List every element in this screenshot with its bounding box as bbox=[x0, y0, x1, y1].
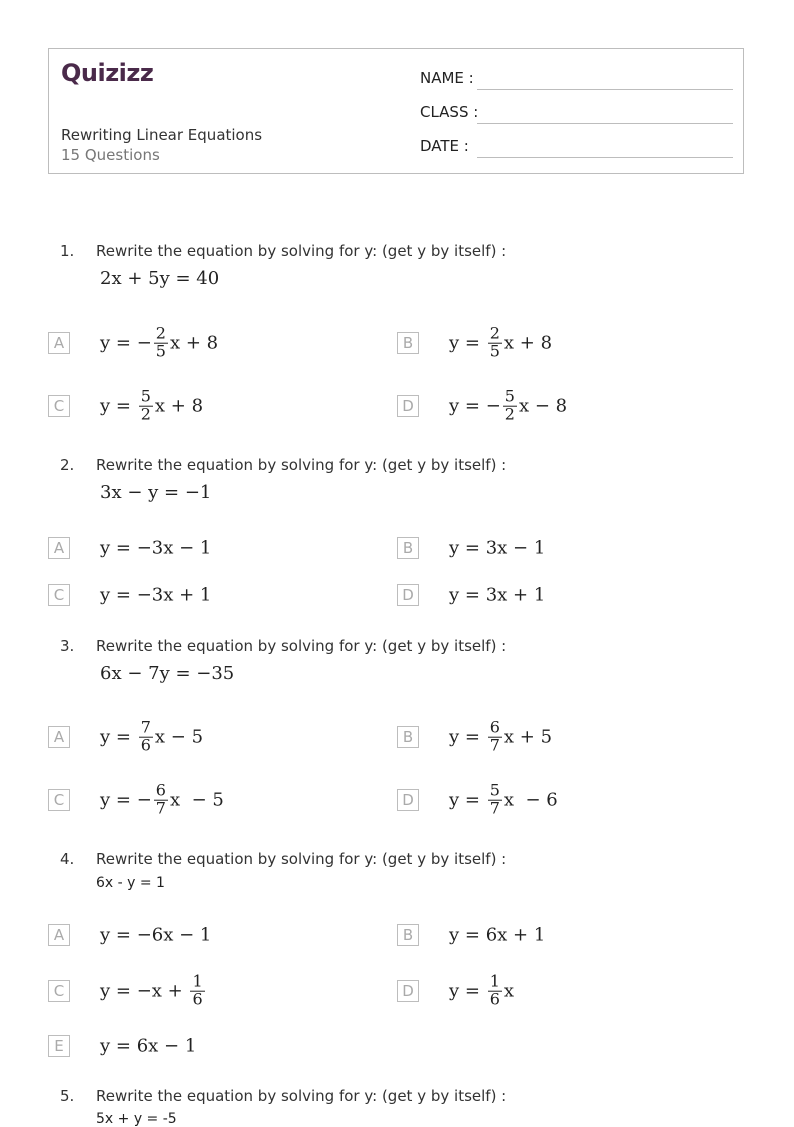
option-letter: D bbox=[397, 789, 419, 811]
option-letter: D bbox=[397, 584, 419, 606]
class-field[interactable] bbox=[477, 123, 733, 124]
option-math: y = − $\frac{2}{5}$ x + 8 bbox=[100, 323, 219, 361]
question-prompt: Rewrite the equation by solving for y: (get y by itself) : bbox=[96, 242, 507, 260]
option-math: y = 3x + 1 bbox=[449, 584, 546, 606]
question-equation: 2x + 5y = 40 bbox=[100, 268, 220, 289]
question-equation: 5x + y = -5 bbox=[96, 1111, 177, 1127]
option-math: y = −3x − 1 bbox=[100, 537, 212, 559]
option-math: y = 6x − 1 bbox=[100, 1035, 197, 1057]
option-math: y = $\frac{2}{5}$ x + 8 bbox=[449, 323, 553, 361]
question-number: 5. bbox=[60, 1087, 75, 1105]
option-letter: B bbox=[397, 726, 419, 748]
option-letter: D bbox=[397, 980, 419, 1002]
quizizz-logo: Quizizz bbox=[61, 59, 154, 87]
question-prompt: Rewrite the equation by solving for y: (get y by itself) : bbox=[96, 850, 507, 868]
date-label: DATE : bbox=[420, 137, 469, 155]
option-math: y = $\frac{5}{7}$ x − 6 bbox=[449, 780, 558, 818]
question-prompt: Rewrite the equation by solving for y: (get y by itself) : bbox=[96, 1087, 507, 1105]
option-letter: C bbox=[48, 980, 70, 1002]
question-prompt: Rewrite the equation by solving for y: (get y by itself) : bbox=[96, 456, 507, 474]
option-letter: C bbox=[48, 395, 70, 417]
question-prompt: Rewrite the equation by solving for y: (get y by itself) : bbox=[96, 637, 507, 655]
option-letter: C bbox=[48, 789, 70, 811]
option-math: y = $\frac{7}{6}$ x − 5 bbox=[100, 717, 204, 755]
question-equation: 6x - y = 1 bbox=[96, 875, 165, 891]
option-math: y = 3x − 1 bbox=[449, 537, 546, 559]
class-label: CLASS : bbox=[420, 103, 479, 121]
option-math: y = 6x + 1 bbox=[449, 924, 546, 946]
option-letter: A bbox=[48, 726, 70, 748]
option-letter: A bbox=[48, 924, 70, 946]
worksheet-title: Rewriting Linear Equations bbox=[61, 126, 263, 144]
option-math: y = −6x − 1 bbox=[100, 924, 212, 946]
option-math: y = $\frac{5}{2}$ x + 8 bbox=[100, 386, 204, 424]
worksheet-header bbox=[48, 48, 744, 174]
question-equation: 6x − 7y = −35 bbox=[100, 663, 235, 684]
option-math: y = − $\frac{6}{7}$ x − 5 bbox=[100, 780, 224, 818]
option-letter: A bbox=[48, 537, 70, 559]
question-count: 15 Questions bbox=[61, 146, 160, 164]
option-math: y = −3x + 1 bbox=[100, 584, 212, 606]
option-letter: A bbox=[48, 332, 70, 354]
option-math: y = $\frac{6}{7}$ x + 5 bbox=[449, 717, 553, 755]
name-field[interactable] bbox=[477, 89, 733, 90]
question-number: 1. bbox=[60, 242, 75, 260]
option-letter: B bbox=[397, 924, 419, 946]
option-math: y = −x + $\frac{1}{6}$ bbox=[100, 971, 203, 1009]
option-math: y = − $\frac{5}{2}$ x − 8 bbox=[449, 386, 568, 424]
option-letter: B bbox=[397, 537, 419, 559]
date-field[interactable] bbox=[477, 157, 733, 158]
option-letter: D bbox=[397, 395, 419, 417]
option-letter: B bbox=[397, 332, 419, 354]
name-label: NAME : bbox=[420, 69, 474, 87]
question-equation: 3x − y = −1 bbox=[100, 482, 212, 503]
option-letter: E bbox=[48, 1035, 70, 1057]
question-number: 4. bbox=[60, 850, 75, 868]
question-number: 2. bbox=[60, 456, 75, 474]
question-number: 3. bbox=[60, 637, 75, 655]
option-math: y = $\frac{1}{6}$ x bbox=[449, 971, 515, 1009]
option-letter: C bbox=[48, 584, 70, 606]
